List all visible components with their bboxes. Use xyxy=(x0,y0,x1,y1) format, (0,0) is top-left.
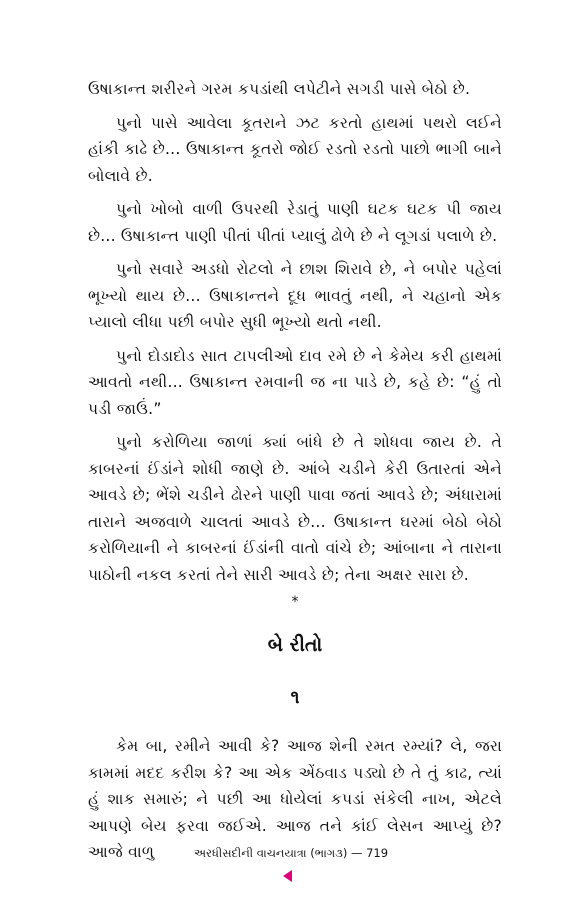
previous-page-arrow-icon[interactable] xyxy=(283,870,292,882)
paragraph-4: પુનો સવારે અડધો રોટલો ને છાશ શિરાવે છે, ને બપોર પહેલાં ભૂખ્યો થાય છે... ઉષાકાન્તને દૂધ ભાવતું નથી, ને ચહાનો એક પ્યાલો લીધા પછી બપોર સુધી ભૂખ્યો થતો નથી. xyxy=(88,260,502,331)
paragraph-6: પુનો કરોળિયા જાળાં ક્યાં બાંધે છે તે શોધવા જાય છે. તે કાબરનાં ઈંડાંને શોધી જાણે છે. આંબે ચડીને કેરી ઉતારતાં એને આવડે છે; ભેંશે ચડીને ઢોરને પાણી પાવા જતાં આવડે છે; અંધારામાં તારાને અજવાળે ચાલતાં આવડે છે... ઉષાકાન્ત ઘરમાં બેઠો બેઠો કરોળિયાની ને કાબરનાં ઈંડાંની વાતો વાંચે છે; આંબાના ને તારાના પાઠોની નકલ કરતાં તેને સારી આવડે છે; તેના અક્ષર સારા છે. xyxy=(88,433,502,584)
paragraph-5: પુનો દોડાદોડ સાત ટાપલીઓ દાવ રમે છે ને કેમેય કરી હાથમાં આવતો નથી... ઉષાકાન્ત રમવાની જ ના પાડે છે, કહે છે: “હું તો પડી જાઉં.” xyxy=(88,346,502,418)
section-paragraph: કેમ બા, રમીને આવી કે? આજ શેની રમત રમ્યાં? લે, જરા કામમાં મદદ કરીશ કે? આ એક એંઠવાડ પડ્યો છે તે તું કાઢ, ત્યાં હું શાક સમારું; ને પછી આ ધોયેલાં કપડાં સંકેલી નાખ, એટલે આપણે બેય ફરવા જઈએ. આજ તને કાંઈ લેસન આપ્યું છે? આજે વાળુ xyxy=(88,737,502,861)
page-footer: અરધીસદીની વાચનયાત્રા (ભાગ૩) — 719 xyxy=(193,846,389,860)
section-separator: * xyxy=(291,594,299,610)
paragraph-2: પુનો પાસે આવેલા કૂતરાને ઝટ કરતો હાથમાં પથરો લઈને હાંકી કાઢે છે... ઉષાકાન્ત કૂતરો જોઈ રડતો રડતો પાછો ભાગી બાને બોલાવે છે. xyxy=(88,113,502,185)
section-number: ૧ xyxy=(290,687,300,708)
section-title: બે રીતો xyxy=(267,634,323,656)
paragraph-3: પુનો ખોબો વાળી ઉપરથી રેડાતું પાણી ઘટક ઘટક પી જાય છે... ઉષાકાન્ત પાણી પીતાં પીતાં પ્યાલું ઢોળે છે ને લૂગડાં પલાળે છે. xyxy=(88,200,502,245)
paragraph-1: ઉષાકાન્ત શરીરને ગરમ કપડાંથી લપેટીને સગડી પાસે બેઠો છે. xyxy=(88,80,471,98)
